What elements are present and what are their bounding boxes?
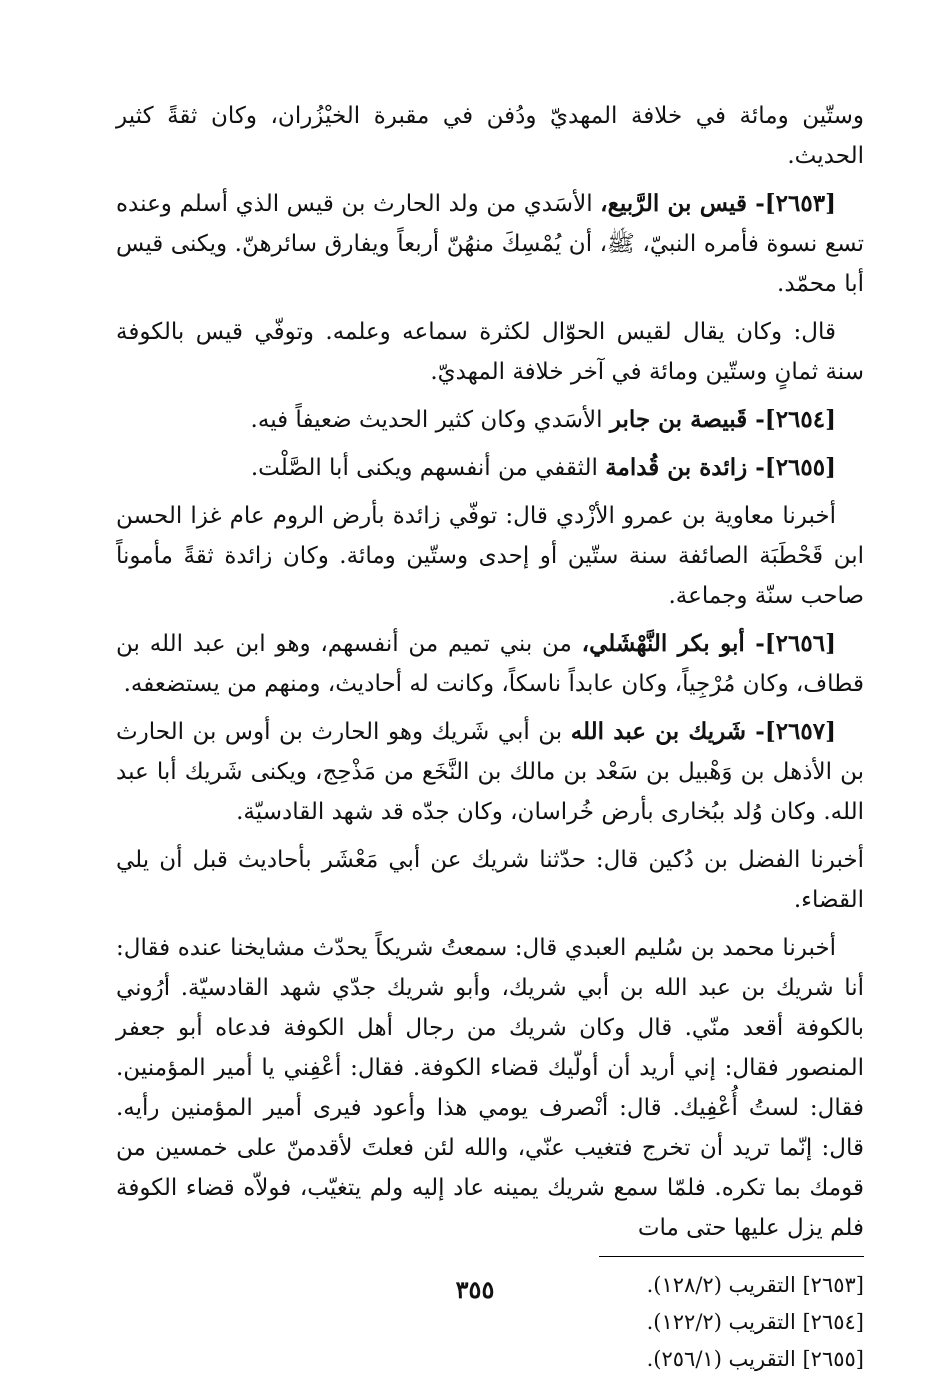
entry-number: [٢٦٥٤] [764,406,836,433]
entry-2653 [116,184,864,304]
paragraph: أخبرنا معاوية بن عمرو الأزْدي قال: توفّي زائدة بأرض الروم عام غزا الحسن ابن قَحْطَبَة الصائفة سنة ستّين أو إحدى وستّين ومائة. وكان زائدة ثقةً مأموناً صاحب سنّة وجماعة. [116,503,864,609]
entry-number: [٢٦٥٧] [764,718,837,745]
paragraph: قال: وكان يقال لقيس الحوّال لكثرة سماعه وعلمه. وتوفّي قيس بالكوفة سنة ثمانٍ وستّين ومائة في آخر خلافة المهديّ. [116,319,864,385]
page-number: ٣٥٥ [455,1275,495,1304]
footnote: [٢٦٥٤] التقريب (١٢٢/٢). [646,1310,864,1334]
entry-text: من بني تميم من أنفسهم، وهو ابن عبد الله بن قطاف، وكان مُرْجِياً، وكان عابداً ناسكاً، وكانت له أحاديث، ومنهم من يستضعفه. [116,631,864,697]
footnote-divider [599,1256,864,1257]
entry-2655 [116,448,864,488]
entry-name: - زائدة بن قُدامة [605,454,765,481]
entry-2654 [116,400,864,440]
footnote: [٢٦٥٥] التقريب (٢٥٦/١). [646,1347,864,1371]
entry-text: الأسَدي وكان كثير الحديث ضعيفاً فيه. [250,407,610,433]
entry-number: [٢٦٥٣] [764,190,836,217]
paragraph: وستّين ومائة في خلافة المهديّ ودُفن في مقبرة الخيْزُران، وكان ثقةً كثير الحديث. [116,103,864,169]
entry-name: - قَبيصة بن جابر [609,406,765,433]
paragraph: أخبرنا الفضل بن دُكين قال: حدّثنا شريك عن أبي مَعْشَر بأحاديث قبل أن يلي القضاء. [116,847,864,913]
entry-text: بن أبي شَريك وهو الحارث بن أوس بن الحارث بن الأذهل بن وَهْبيل بن سَعْد بن مالك بن النَّخَع من مَذْحِج، ويكنى شَريك أبا عبد الله. وكان وُلد ببُخارى بأرض خُراسان، وكان جدّه قد شهد القادسيّة. [116,719,864,825]
entry-2656 [116,624,864,704]
entry-text: الثقفي من أنفسهم ويكنى أبا الصَّلْت. [250,455,606,481]
entry-name: - أبو بكر النَّهْشَلي، [581,630,765,657]
footnote: [٢٦٥٣] التقريب (١٢٨/٢). [646,1273,864,1297]
entry-name: - شَريك بن عبد الله [570,718,765,745]
entry-name: - قيس بن الرَّبيع، [600,190,765,217]
entry-number: [٢٦٥٦] [764,630,836,657]
entry-2657 [116,712,864,832]
entry-text: الأسَدي من ولد الحارث بن قيس الذي أسلم وعنده تسع نسوة فأمره النبيّ، ﷺ، أن يُمْسِكَ منهُنّ أربعاً ويفارق سائرهنّ. ويكنى قيس أبا محمّد. [116,191,864,297]
entry-number: [٢٦٥٥] [764,454,836,481]
paragraph: أخبرنا محمد بن سُليم العبدي قال: سمعتُ شريكاً يحدّث مشايخنا عنده فقال: أنا شريك بن عبد الله بن أبي شريك، وأبو شريك جدّي شهد القادسيّة. أرُوني بالكوفة أقعد منّي. قال وكان شريك من رجال أهل الكوفة فدعاه أبو جعفر المنصور فقال: إني أريد أن أولّيك قضاء الكوفة. فقال: أعْفِني يا أمير المؤمنين. فقال: لستُ أُعْفِيك. قال: أنْصرف يومي هذا وأعود فيرى أمير المؤمنين رأيه. قال: إنّما تريد أن تخرج فتغيب عنّي، والله لئن فعلتَ لأقدمنّ على خمسين من قومك بما تكره. فلمّا سمع شريك يمينه عاد إليه ولم يتغيّب، فولاّه قضاء الكوفة فلم يزل عليها حتى مات [116,935,864,1241]
